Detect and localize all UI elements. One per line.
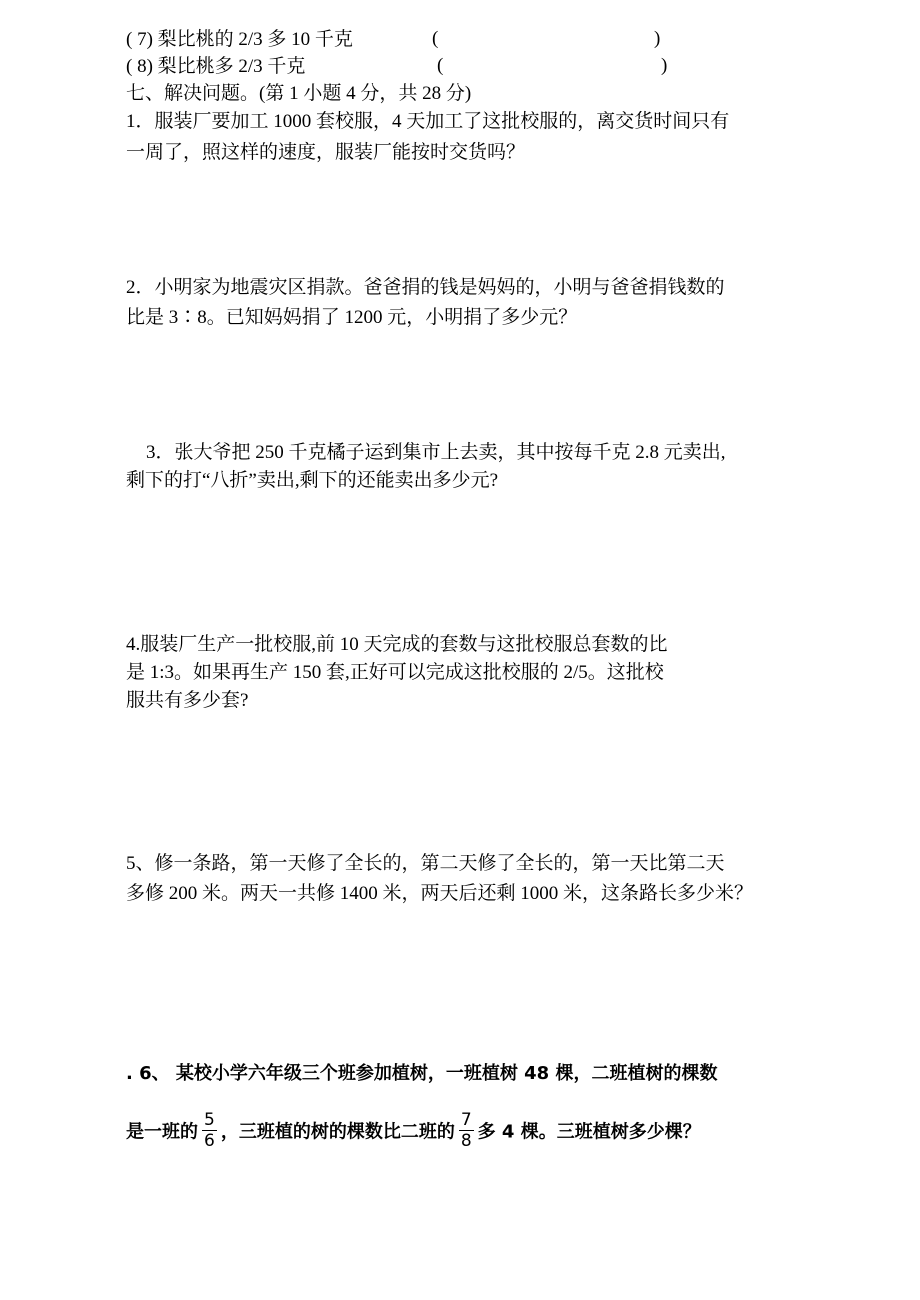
problem-4-line-1: 4.服装厂生产一批校服,前 10 天完成的套数与这批校服总套数的比 xyxy=(126,634,668,655)
fraction-seven-eighths xyxy=(459,1110,474,1151)
problem-4-line-2: 是 1:3。如果再生产 150 套,正好可以完成这批校服的 2/5。这批校 xyxy=(126,662,664,683)
item-7-answer-paren-open: ( xyxy=(432,28,439,49)
problem-3-line-2: 剩下的打“八折”卖出,剩下的还能卖出多少元? xyxy=(126,470,499,491)
problem-1-line-2: 一周了，照这样的速度，服装厂能按时交货吗？ xyxy=(126,142,526,163)
problem-2-line-2: 比是 3∶8。已知妈妈捐了 1200 元，小明捐了多少元？ xyxy=(126,307,578,328)
problem-6-text-c: 多 4 棵。三班植树多少棵？ xyxy=(477,1121,701,1143)
problem-6-text-a: 是一班的 xyxy=(126,1121,198,1143)
problem-5-line-2: 多修 200 米。两天一共修 1400 米，两天后还剩 1000 米，这条路长多少米？ xyxy=(126,883,754,904)
item-8-answer-paren-open: ( xyxy=(437,55,444,76)
item-7-text: ( 7) 梨比桃的 2/3 多 10 千克 xyxy=(126,29,353,50)
problem-4-line-3: 服共有多少套? xyxy=(126,690,249,711)
section-heading: 七、解决问题。(第 1 小题 4 分，共 28 分) xyxy=(126,83,472,104)
fraction-1-numerator: 5 xyxy=(204,1110,215,1130)
problem-1-line-1: 1．服装厂要加工 1000 套校服，4 天加工了这批校服的，离交货时间只有 xyxy=(126,111,730,132)
problem-6-line-2 xyxy=(126,1112,701,1153)
problem-5-line-1: 5、修一条路，第一天修了全长的，第二天修了全长的，第一天比第二天 xyxy=(126,853,725,874)
problem-6-line-1: . 6、 某校小学六年级三个班参加植树，一班植树 48 棵，二班植树的棵数 xyxy=(126,1063,718,1084)
item-7-answer-paren-close: ) xyxy=(654,28,661,49)
problem-2-line-1: 2．小明家为地震灾区捐款。爸爸捐的钱是妈妈的，小明与爸爸捐钱数的 xyxy=(126,277,725,298)
fraction-2-numerator: 7 xyxy=(460,1110,472,1130)
item-8-answer-paren-close: ) xyxy=(661,55,668,76)
item-8-text: ( 8) 梨比桃多 2/3 千克 xyxy=(126,56,306,77)
problem-3-line-1: 3．张大爷把 250 千克橘子运到集市上去卖，其中按每千克 2.8 元卖出, xyxy=(146,442,726,463)
fraction-1-denominator: 6 xyxy=(204,1131,215,1151)
fraction-2-denominator: 8 xyxy=(460,1131,472,1151)
fraction-five-sixths xyxy=(202,1110,217,1151)
problem-6-text-b: ，三班植的树的棵数比二班的 xyxy=(220,1121,455,1143)
